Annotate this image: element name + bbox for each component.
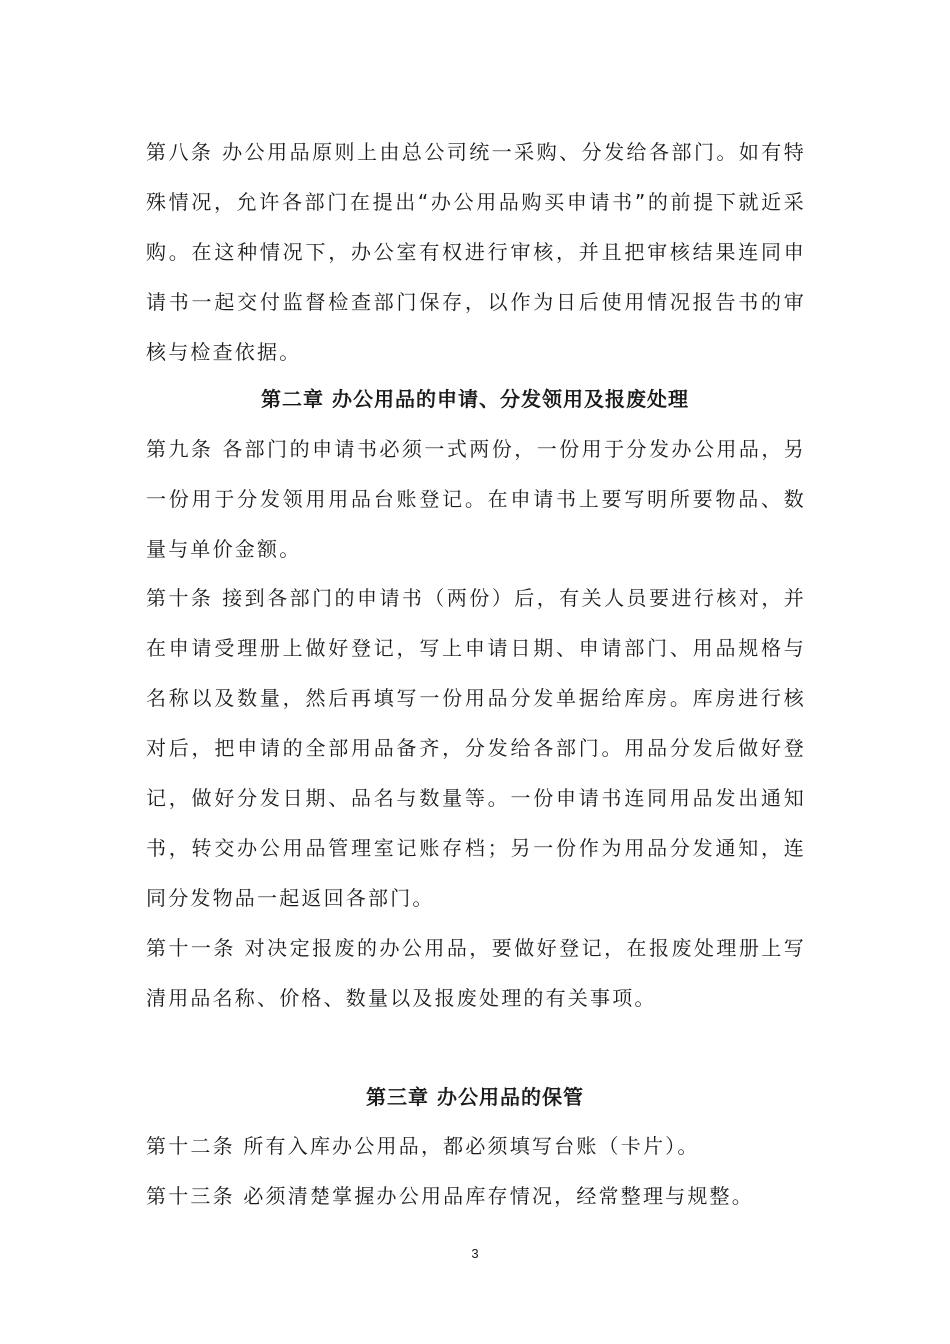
chapter-3-heading: 第三章 办公用品的保管 [366, 1085, 584, 1109]
chapter-2-heading: 第二章 办公用品的申请、分发领用及报废处理 [261, 387, 689, 411]
article-11-paragraph: 第十一条 对决定报废的办公用品，要做好登记，在报废处理册上写清用品名称、价格、数量以及报废处理的有关事项。 [146, 936, 806, 1010]
article-8-paragraph: 第八条 办公用品原则上由总公司统一采购、分发给各部门。如有特殊情况，允许各部门在提出“办公用品购买申请书”的前提下就近采购。在这种情况下，办公室有权进行审核，并且把审核结果连同申请书一起交付监督检查部门保存，以作为日后使用情况报告书的审核与检查依据。 [146, 140, 806, 364]
article-10-paragraph: 第十条 接到各部门的申请书（两份）后，有关人员要进行核对，并在申请受理册上做好登记，写上申请日期、申请部门、用品规格与名称以及数量，然后再填写一份用品分发单据给库房。库房进行核对后，把申请的全部用品备齐，分发给各部门。用品分发后做好登记，做好分发日期、品名与数量等。一份申请书连同用品发出通知书，转交办公用品管理室记账存档；另一份作为用品分发通知，连同分发物品一起返回各部门。 [146, 586, 806, 910]
page-number: 3 [471, 1246, 479, 1261]
article-12-paragraph: 第十二条 所有入库办公用品，都必须填写台账（卡片）。 [146, 1134, 700, 1158]
article-9-paragraph: 第九条 各部门的申请书必须一式两份，一份用于分发办公用品，另一份用于分发领用用品台账登记。在申请书上要写明所要物品、数量与单价金额。 [146, 437, 806, 561]
article-13-paragraph: 第十三条 必须清楚掌握办公用品库存情况，经常整理与规整。 [146, 1184, 754, 1208]
